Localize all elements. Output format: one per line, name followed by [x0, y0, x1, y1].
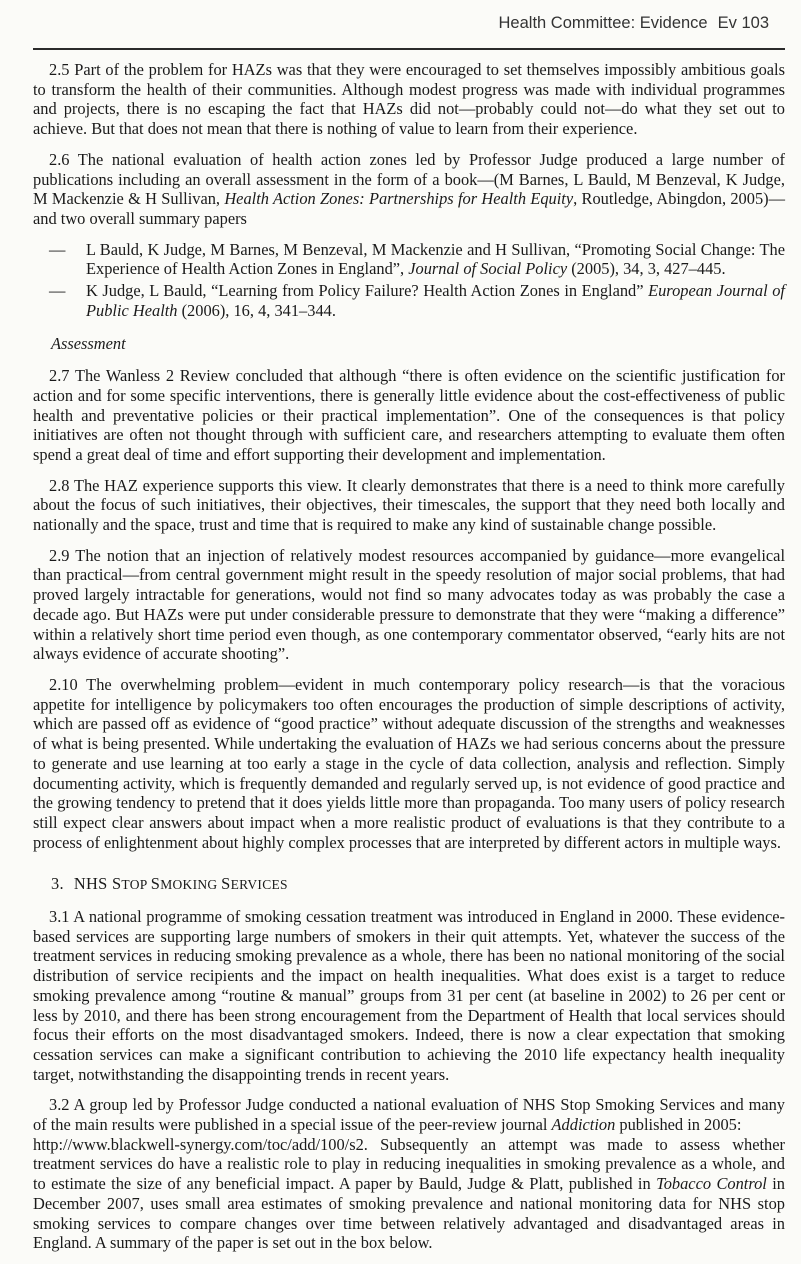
paragraph-3-2-text: in December 2007, uses small area estimates of smoking prevalence and national monitoring data for NHS stop smoking services to compare changes over time between relatively advantaged and disadvantaged areas in England. A summary of the paper is set out in the box below. [33, 1174, 785, 1253]
section-title-part: S [150, 874, 161, 894]
header-title: Health Committee: Evidence [498, 14, 708, 32]
reference-citation: (2005), 34, 3, 427–445. [567, 259, 726, 279]
assessment-heading: Assessment [51, 334, 126, 354]
journal-title: Addiction [551, 1115, 616, 1135]
document-body [33, 60, 785, 1264]
section-title-part: NHS [73, 874, 112, 894]
paragraph-2-8: 2.8 The HAZ experience supports this view. It clearly demonstrates that there is a need to think more carefully about the focus of such initiatives, their objectives, their timescales, the support that they need both locally and nationally and the space, trust and time that is required to make any kind of sustainable change possible. [33, 475, 785, 535]
paragraph-2-9: 2.9 The notion that an injection of relatively modest resources accompanied by guidance—more evangelical than practical—from central government might result in the speedy resolution of major social problems, that had proved largely intractable for generations, would not find so many advocates today as was probably the case a decade ago. But HAZs were put under considerable pressure to demonstrate that they were “making a difference” within a relatively short time period even though, as one contemporary commentator observed, “early hits are not always evidence of accurate shooting”. [33, 545, 785, 664]
paragraph-3-1: 3.1 A national programme of smoking cessation treatment was introduced in England in 2000. These evidence-based services are supporting large numbers of smokers in their quit attempts. Yet, whatever the success of the treatment services in reducing smoking prevalence as a whole, there has been no national monitoring of the social distribution of service recipients and the impact on health inequalities. What does exist is a target to reduce smoking prevalence among “routine & manual” groups from 31 per cent (at baseline in 2002) to 26 per cent or less by 2010, and there has been strong encouragement from the Department of Health that local services should focus their efforts on the most disadvantaged smokers. Indeed, there is now a clear expectation that smoking cessation services can make a significant contribution to achieving the 2010 life expectancy health inequality target, notwithstanding the disappointing trends in recent years. [33, 907, 785, 1084]
section-title-part: TOP [121, 877, 151, 893]
section-title-part: MOKING [160, 877, 222, 893]
reference-citation: (2006), 16, 4, 341–344. [177, 300, 336, 320]
section-title-part: S [221, 874, 231, 894]
reference-item [33, 240, 785, 279]
section-title-part: ERVICES [230, 877, 288, 893]
header-rule [33, 48, 785, 50]
paragraph-3-2-link-text: http://www.blackwell-synergy.com/toc/add/100/s2. Subsequently an attempt was made to assess whether treatment services do have a realistic role to play in reducing inequalities in smoking prevalence as a whole, and to estimate the size of any beneficial impact. A paper by Bauld, Judge & Platt, published in [33, 1134, 785, 1194]
paragraph-2-6-tail: , Routledge, Abingdon, 2005)—and two overall summary papers [33, 189, 785, 228]
section-3-heading [51, 874, 785, 895]
paragraph-3-2-text: 3.2 A group led by Professor Judge conducted a national evaluation of NHS Stop Smoking Services and many of the main results were published in a special issue of the peer-review journal [33, 1095, 785, 1135]
section-title-part: S [112, 874, 122, 894]
reference-item [33, 281, 785, 320]
running-header [499, 14, 769, 33]
reference-list [33, 240, 785, 321]
book-title: Health Action Zones: Partnerships for Health Equity [224, 189, 574, 209]
paragraph-3-2-text: published in 2005: [615, 1115, 742, 1135]
header-page-number: Ev 103 [717, 14, 769, 32]
dash-bullet: — [49, 239, 66, 259]
paragraph-2-7: 2.7 The Wanless 2 Review concluded that although “there is often evidence on the scientific justification for action and for some specific interventions, there is generally little evidence about the cost-effectiveness of public health and preventative policies or their practical implementation”. One of the consequences is that policy initiatives are often not thought through with sufficient care, and researchers attempting to evaluate them often spend a great deal of time and effort supporting their development and implementation. [33, 366, 785, 464]
paragraph-2-10: 2.10 The overwhelming problem—evident in much contemporary policy research—is that the voracious appetite for intelligence by policymakers too often encourages the production of simple descriptions of activity, which are passed off as evidence of “good practice” without adequate discussion of the strengths and weaknesses of what is being presented. While undertaking the evaluation of HAZs we had serious concerns about the pressure to generate and use learning at too early a stage in the cycle of data collection, analysis and reflection. Simply documenting activity, which is frequently demanded and regularly served up, is not evidence of good practice and the growing tendency to pretend that it does yields little more than propaganda. Too many users of policy research still expect clear answers about impact when a more realistic product of evaluations is that they contribute to a process of enlightenment about highly complex processes that are interpreted by different actors in multiple ways. [33, 674, 785, 852]
dash-bullet: — [49, 281, 66, 301]
reference-text: L Bauld, K Judge, M Barnes, M Benzeval, M Mackenzie and H Sullivan, “Promoting Social Change: The Experience of Health Action Zones in England”, [86, 239, 785, 279]
paragraph-2-6 [33, 150, 785, 229]
journal-title: Journal of Social Policy [408, 259, 568, 279]
paragraph-2-5: 2.5 Part of the problem for HAZs was that they were encouraged to set themselves impossibly ambitious goals to transform the health of their communities. Although modest progress was made with individual programmes and projects, there is no escaping the fact that HAZs did not—probably could not—do what they set out to achieve. But that does not mean that there is nothing of value to learn from their experience. [33, 60, 785, 139]
paragraph-3-2 [33, 1095, 785, 1253]
journal-title: European Journal of Public Health [86, 281, 785, 320]
journal-title: Tobacco Control [656, 1174, 767, 1194]
section-number: 3. [51, 874, 64, 894]
paragraph-2-6-text: 2.6 The national evaluation of health action zones led by Professor Judge produced a large number of publications including an overall assessment in the form of a book—(M Barnes, L Bauld, M Benzeval, K Judge, M Mackenzie & H Sullivan, [33, 149, 785, 209]
reference-text: K Judge, L Bauld, “Learning from Policy Failure? Health Action Zones in England” [86, 281, 649, 301]
